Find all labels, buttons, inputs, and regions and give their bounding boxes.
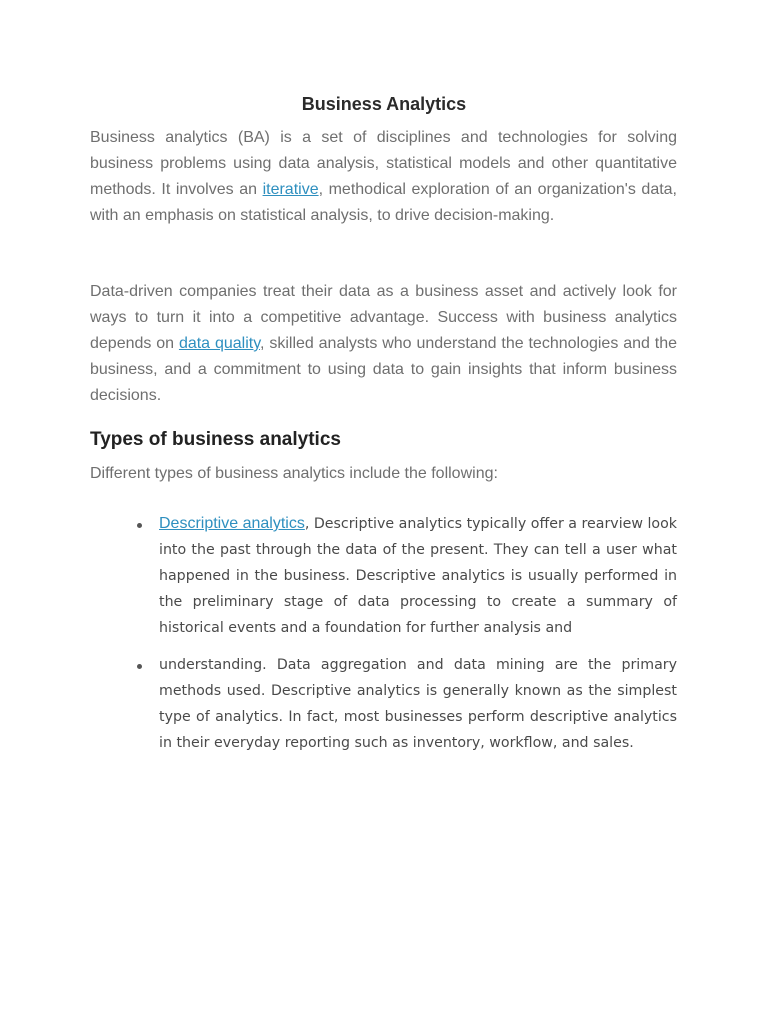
section-intro: Different types of business analytics include the following: <box>90 465 498 482</box>
section-heading: Types of business analytics <box>90 429 341 450</box>
bullet-icon <box>137 523 142 528</box>
intro-text-after-link: , methodical exploration of an organization's data, with an emphasis on statistical analysis, to drive decision-making. <box>90 181 678 224</box>
list-item-text: understanding. Data aggregation and data mining are the primary methods used. Descriptive analytics is generally known as the simplest type of analytics. In fact, most businesses perform descriptive analytics in their everyday reporting such as inventory, workflow, and sales. <box>159 657 677 751</box>
iterative-link[interactable]: iterative <box>262 181 319 198</box>
descriptive-analytics-link[interactable]: Descriptive analytics <box>159 515 305 532</box>
intro-text-before-link: Business analytics (BA) is a set of disciplines and technologies for solving business problems using data analysis, statistical models and other quantitative methods. It involves an <box>90 129 677 198</box>
data-driven-paragraph <box>90 279 677 409</box>
intro-paragraph <box>90 125 677 229</box>
para2-text-before-link: Data-driven companies treat their data as a business asset and actively look for ways to turn it into a competitive advantage. Success with business analytics depends on <box>90 283 677 352</box>
document-title: Business Analytics <box>301 94 467 114</box>
list-item-text: , Descriptive analytics typically offer a rearview look into the past through the data of the present. They can tell a user what happened in the business. Descriptive analytics is usually performed in the preliminary stage of data processing to create a summary of historical events and a foundation for further analysis and <box>159 516 678 636</box>
list-item <box>159 652 677 756</box>
data-quality-link[interactable]: data quality <box>178 335 261 352</box>
bullet-icon <box>137 664 142 669</box>
list-item <box>159 511 677 641</box>
para2-text-after-link: , skilled analysts who understand the technologies and the business, and a commitment to using data to gain insights that inform business decisions. <box>90 335 678 404</box>
